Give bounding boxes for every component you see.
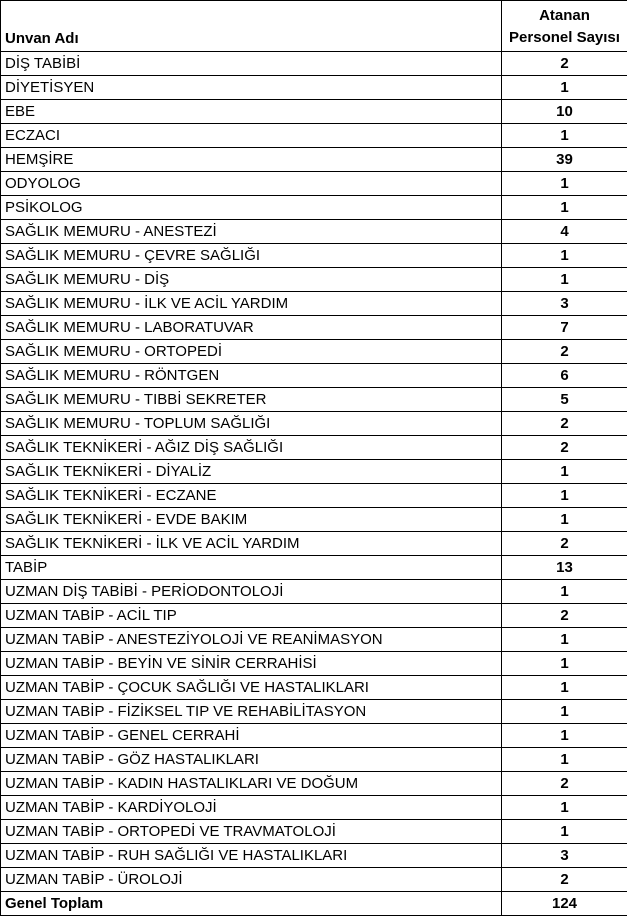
- table-row: [1, 676, 627, 700]
- table-row: [1, 76, 627, 100]
- row-personel-sayisi: 1: [502, 460, 627, 484]
- row-personel-sayisi: 1: [502, 748, 627, 772]
- row-personel-sayisi: 1: [502, 652, 627, 676]
- table-row: [1, 364, 627, 388]
- table-row: [1, 148, 627, 172]
- row-unvan-adi: SAĞLIK TEKNİKERİ - ECZANE: [1, 484, 502, 508]
- table-row: [1, 772, 627, 796]
- row-personel-sayisi: 2: [502, 604, 627, 628]
- row-unvan-adi: ODYOLOG: [1, 172, 502, 196]
- table-row: [1, 868, 627, 892]
- row-unvan-adi: TABİP: [1, 556, 502, 580]
- row-unvan-adi: SAĞLIK MEMURU - RÖNTGEN: [1, 364, 502, 388]
- table-row: [1, 724, 627, 748]
- table-row: [1, 196, 627, 220]
- row-unvan-adi: UZMAN TABİP - ORTOPEDİ VE TRAVMATOLOJİ: [1, 820, 502, 844]
- row-unvan-adi: SAĞLIK MEMURU - TOPLUM SAĞLIĞI: [1, 412, 502, 436]
- table-row: [1, 172, 627, 196]
- row-personel-sayisi: 2: [502, 772, 627, 796]
- header-unvan-adi: Unvan Adı: [1, 1, 502, 52]
- row-unvan-adi: SAĞLIK MEMURU - TIBBİ SEKRETER: [1, 388, 502, 412]
- table-row: [1, 748, 627, 772]
- table-row: [1, 484, 627, 508]
- table-row: [1, 580, 627, 604]
- row-unvan-adi: UZMAN TABİP - ÜROLOJİ: [1, 868, 502, 892]
- table-row: [1, 844, 627, 868]
- table-row: [1, 100, 627, 124]
- header-atanan-personel-sayisi: [502, 1, 627, 52]
- total-label: Genel Toplam: [1, 892, 502, 916]
- table-row: [1, 436, 627, 460]
- row-personel-sayisi: 1: [502, 676, 627, 700]
- header-count-line2: Personel Sayısı: [509, 29, 620, 46]
- row-personel-sayisi: 6: [502, 364, 627, 388]
- table-header-row: [1, 1, 627, 52]
- row-unvan-adi: EBE: [1, 100, 502, 124]
- row-unvan-adi: SAĞLIK MEMURU - İLK VE ACİL YARDIM: [1, 292, 502, 316]
- row-unvan-adi: UZMAN DİŞ TABİBİ - PERİODONTOLOJİ: [1, 580, 502, 604]
- row-unvan-adi: DİŞ TABİBİ: [1, 52, 502, 76]
- row-unvan-adi: UZMAN TABİP - ANESTEZİYOLOJİ VE REANİMASYON: [1, 628, 502, 652]
- row-personel-sayisi: 1: [502, 268, 627, 292]
- row-unvan-adi: SAĞLIK MEMURU - ANESTEZİ: [1, 220, 502, 244]
- table-row: [1, 508, 627, 532]
- row-unvan-adi: UZMAN TABİP - KADIN HASTALIKLARI VE DOĞUM: [1, 772, 502, 796]
- table-row: [1, 652, 627, 676]
- row-personel-sayisi: 39: [502, 148, 627, 172]
- total-row: [1, 892, 627, 916]
- row-unvan-adi: SAĞLIK TEKNİKERİ - DİYALİZ: [1, 460, 502, 484]
- row-unvan-adi: SAĞLIK TEKNİKERİ - AĞIZ DİŞ SAĞLIĞI: [1, 436, 502, 460]
- row-personel-sayisi: 1: [502, 820, 627, 844]
- row-unvan-adi: UZMAN TABİP - ACİL TIP: [1, 604, 502, 628]
- table-row: [1, 700, 627, 724]
- header-count-line1: Atanan: [539, 7, 590, 24]
- table-row: [1, 604, 627, 628]
- row-personel-sayisi: 2: [502, 436, 627, 460]
- table-row: [1, 556, 627, 580]
- table-row: [1, 220, 627, 244]
- row-personel-sayisi: 1: [502, 724, 627, 748]
- row-personel-sayisi: 1: [502, 580, 627, 604]
- row-personel-sayisi: 2: [502, 412, 627, 436]
- row-personel-sayisi: 1: [502, 484, 627, 508]
- row-personel-sayisi: 13: [502, 556, 627, 580]
- row-personel-sayisi: 1: [502, 628, 627, 652]
- table-row: [1, 820, 627, 844]
- row-unvan-adi: SAĞLIK TEKNİKERİ - İLK VE ACİL YARDIM: [1, 532, 502, 556]
- table-row: [1, 124, 627, 148]
- row-personel-sayisi: 1: [502, 508, 627, 532]
- table-row: [1, 244, 627, 268]
- row-unvan-adi: UZMAN TABİP - GENEL CERRAHİ: [1, 724, 502, 748]
- table-body: [1, 52, 627, 892]
- row-personel-sayisi: 2: [502, 340, 627, 364]
- row-personel-sayisi: 3: [502, 844, 627, 868]
- row-personel-sayisi: 3: [502, 292, 627, 316]
- row-personel-sayisi: 7: [502, 316, 627, 340]
- row-personel-sayisi: 1: [502, 196, 627, 220]
- table-row: [1, 292, 627, 316]
- row-personel-sayisi: 1: [502, 244, 627, 268]
- total-count: 124: [502, 892, 627, 916]
- row-personel-sayisi: 1: [502, 172, 627, 196]
- row-unvan-adi: PSİKOLOG: [1, 196, 502, 220]
- row-unvan-adi: DİYETİSYEN: [1, 76, 502, 100]
- table-row: [1, 268, 627, 292]
- table-row: [1, 340, 627, 364]
- row-unvan-adi: ECZACI: [1, 124, 502, 148]
- table-row: [1, 796, 627, 820]
- row-personel-sayisi: 1: [502, 700, 627, 724]
- table-row: [1, 460, 627, 484]
- table-row: [1, 628, 627, 652]
- row-unvan-adi: UZMAN TABİP - ÇOCUK SAĞLIĞI VE HASTALIKLARI: [1, 676, 502, 700]
- row-personel-sayisi: 2: [502, 868, 627, 892]
- row-personel-sayisi: 10: [502, 100, 627, 124]
- row-unvan-adi: SAĞLIK MEMURU - LABORATUVAR: [1, 316, 502, 340]
- table-row: [1, 532, 627, 556]
- row-unvan-adi: UZMAN TABİP - FİZİKSEL TIP VE REHABİLİTASYON: [1, 700, 502, 724]
- row-unvan-adi: UZMAN TABİP - BEYİN VE SİNİR CERRAHİSİ: [1, 652, 502, 676]
- row-personel-sayisi: 2: [502, 52, 627, 76]
- row-unvan-adi: SAĞLIK MEMURU - DİŞ: [1, 268, 502, 292]
- row-personel-sayisi: 1: [502, 76, 627, 100]
- row-unvan-adi: UZMAN TABİP - KARDİYOLOJİ: [1, 796, 502, 820]
- row-unvan-adi: SAĞLIK TEKNİKERİ - EVDE BAKIM: [1, 508, 502, 532]
- row-personel-sayisi: 1: [502, 124, 627, 148]
- row-unvan-adi: SAĞLIK MEMURU - ÇEVRE SAĞLIĞI: [1, 244, 502, 268]
- row-personel-sayisi: 1: [502, 796, 627, 820]
- row-unvan-adi: SAĞLIK MEMURU - ORTOPEDİ: [1, 340, 502, 364]
- table-row: [1, 412, 627, 436]
- row-unvan-adi: HEMŞİRE: [1, 148, 502, 172]
- row-personel-sayisi: 5: [502, 388, 627, 412]
- table-row: [1, 52, 627, 76]
- row-personel-sayisi: 4: [502, 220, 627, 244]
- table-row: [1, 388, 627, 412]
- table-row: [1, 316, 627, 340]
- row-personel-sayisi: 2: [502, 532, 627, 556]
- row-unvan-adi: UZMAN TABİP - RUH SAĞLIĞI VE HASTALIKLARI: [1, 844, 502, 868]
- row-unvan-adi: UZMAN TABİP - GÖZ HASTALIKLARI: [1, 748, 502, 772]
